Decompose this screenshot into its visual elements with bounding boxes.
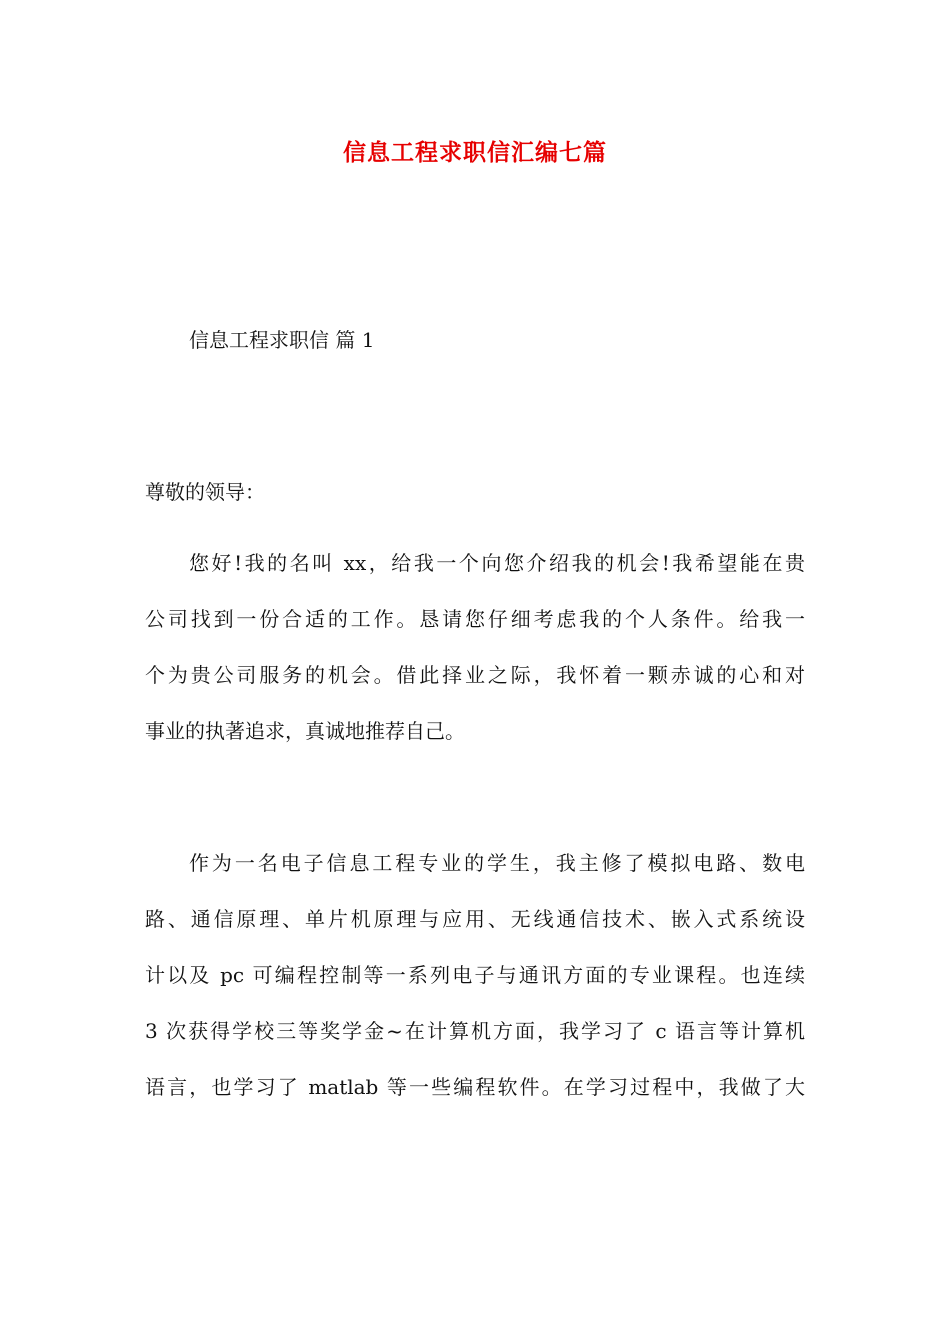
- document-title: 信息工程求职信汇编七篇: [343, 139, 607, 166]
- paragraph-line: 公司找到一份合适的工作。恳请您仔细考虑我的个人条件。给我一: [145, 607, 805, 631]
- salutation: 尊敬的领导：: [145, 480, 265, 504]
- paragraph-line: 事业的执著追求，真诚地推荐自己。: [145, 719, 465, 743]
- paragraph-line: 作为一名电子信息工程专业的学生，我主修了模拟电路、数电: [189, 851, 805, 875]
- paragraph-1: [145, 548, 805, 772]
- paragraph-line: 您好!我的名叫 xx，给我一个向您介绍我的机会!我希望能在贵: [189, 551, 805, 575]
- paragraph-2: [145, 848, 805, 1128]
- paragraph-line: 语言，也学习了 matlab 等一些编程软件。在学习过程中，我做了大: [145, 1075, 805, 1099]
- paragraph-line: 计以及 pc 可编程控制等一系列电子与通讯方面的专业课程。也连续: [145, 963, 805, 987]
- paragraph-line: 3 次获得学校三等奖学金~在计算机方面，我学习了 c 语言等计算机: [145, 1019, 805, 1043]
- paragraph-line: 个为贵公司服务的机会。借此择业之际，我怀着一颗赤诚的心和对: [145, 663, 805, 687]
- section-heading: 信息工程求职信 篇 1: [189, 328, 375, 352]
- paragraph-line: 路、通信原理、单片机原理与应用、无线通信技术、嵌入式系统设: [145, 907, 805, 931]
